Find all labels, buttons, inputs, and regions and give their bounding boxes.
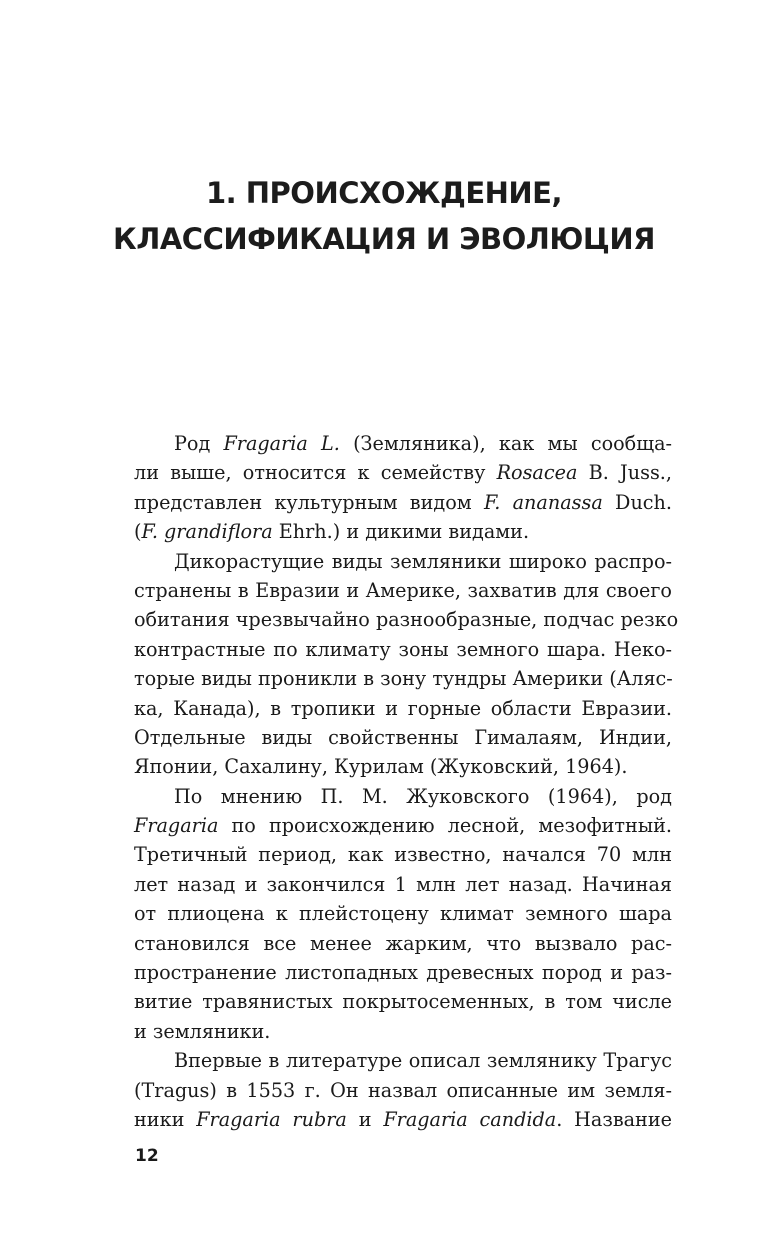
latin-term: F. ananassa	[483, 490, 603, 514]
latin-term: Fragaria	[134, 814, 219, 838]
paragraph-3-line: Fragaria по происхождению лесной, мезофитный.	[134, 814, 672, 838]
paragraph-3-line: По мнению П. М. Жуковского (1964), род	[174, 784, 672, 808]
latin-term: Fragaria candida	[383, 1107, 557, 1131]
paragraph-3-line: пространение листопадных древесных пород и раз-	[134, 961, 672, 985]
paragraph-4-line: (Tragus) в 1553 г. Он назвал описанные им земля-	[134, 1078, 672, 1102]
paragraph-2-line: ка, Канада), в тропики и горные области Евразии.	[134, 696, 672, 720]
paragraph-1-line: (F. grandiflora Ehrh.) и дикими видами.	[134, 520, 530, 544]
paragraph-2-line: Японии, Сахалину, Курилам (Жуковский, 1964).	[134, 755, 628, 779]
paragraph-3-line: и земляники.	[134, 1019, 271, 1043]
paragraph-2-line: Отдельные виды свойственны Гималаям, Индии,	[134, 725, 672, 749]
latin-term: Fragaria L.	[223, 432, 340, 455]
body-text	[134, 429, 679, 1134]
chapter-heading	[96, 170, 672, 262]
paragraph-2-line: обитания чрезвычайно разнообразные, подчас резко	[134, 608, 679, 632]
paragraph-2-line: Дикорастущие виды земляники широко распро-	[174, 549, 672, 573]
paragraph-3-line: витие травянистых покрытосеменных, в том числе	[134, 990, 672, 1014]
paragraph-3-line: становился все менее жарким, что вызвало рас-	[134, 931, 672, 955]
paragraph-3-line: от плиоцена к плейстоцену климат земного шара	[134, 902, 672, 926]
chapter-heading-line-2: КЛАССИФИКАЦИЯ И ЭВОЛЮЦИЯ	[113, 222, 655, 256]
paragraph-3-line: Третичный период, как известно, начался 70 млн	[134, 843, 672, 867]
paragraph-1-line: Род Fragaria L. (Земляника), как мы сообща-	[174, 432, 672, 455]
paragraph-1-line: ли выше, относится к семейству Rosacea B. Juss.,	[134, 461, 672, 485]
paragraph-2-line: странены в Евразии и Америке, захватив для своего	[134, 578, 672, 602]
paragraph-2-line: контрастные по климату зоны земного шара. Неко-	[134, 637, 672, 661]
chapter-heading-line-1: 1. ПРОИСХОЖДЕНИЕ,	[205, 176, 563, 210]
latin-term: Rosacea	[496, 461, 578, 485]
paragraph-4-line: ники Fragaria rubra и Fragaria candida. Название	[134, 1107, 672, 1131]
paragraph-3-line: лет назад и закончился 1 млн лет назад. Начиная	[134, 872, 672, 896]
page-number: 12	[135, 1146, 159, 1166]
latin-term: Fragaria rubra	[196, 1107, 347, 1131]
paragraph-2-line: торые виды проникли в зону тундры Америки (Аляс-	[134, 667, 673, 691]
latin-term: F. grandiflora	[141, 520, 273, 544]
paragraph-4-line: Впервые в литературе описал землянику Трагус	[174, 1049, 672, 1073]
paragraph-1-line: представлен культурным видом F. ananassa Duch.	[134, 490, 673, 514]
